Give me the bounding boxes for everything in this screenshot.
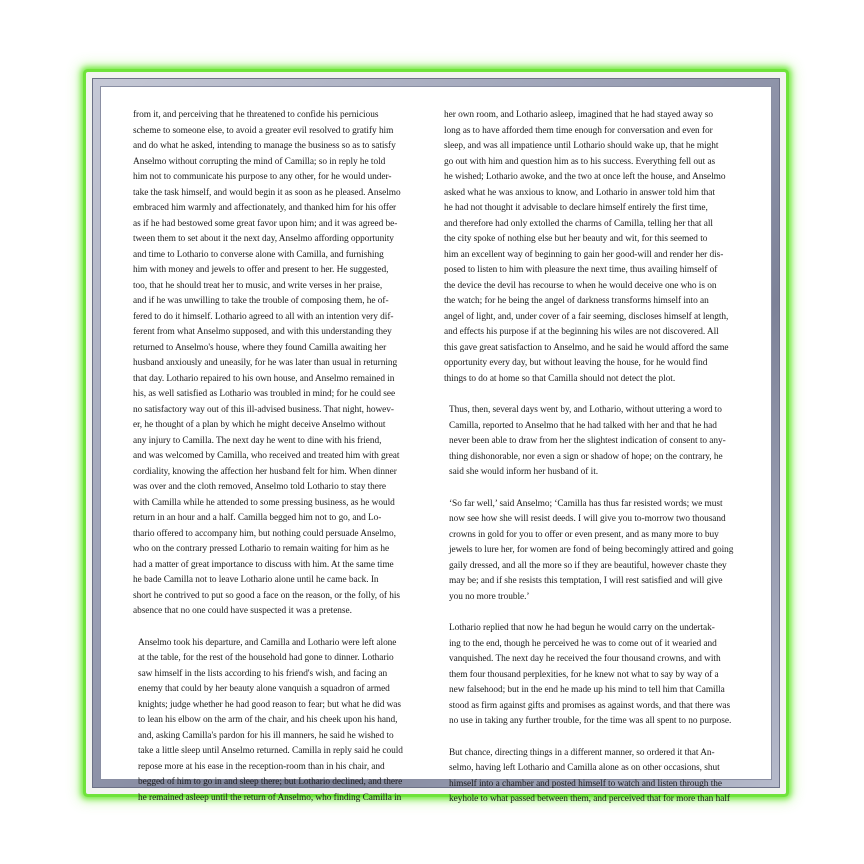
text-line: that day. Lothario repaired to his own house, and Anselmo remained in [133,373,395,384]
text-line: enemy that could by her beauty alone vanquish a squadron of armed [138,684,390,694]
text-line: husband anxiously and uneasily, for he was later than usual in returning [133,358,398,368]
text-line: angel of light, and, under cover of a fair seeming, discloses himself at length, [444,311,729,322]
text-line: too, that he should treat her to music, and write verses in her praise, [133,280,383,291]
text-line: short he contrived to put so good a face on the reason, or the folly, of his [133,590,401,601]
text-line: selmo, having left Lothario and Camilla alone as on other occasions, shut [449,763,720,773]
paragraph [133,108,433,620]
text-line: him with money and jewels to offer and present to her. He suggested, [133,265,389,275]
text-line: But chance, directing things in a different manner, so ordered it that An- [449,747,715,758]
text-line: tween them to set about it the next day, Anselmo affording opportunity [133,234,394,244]
metallic-frame [92,78,780,804]
text-line: posed to listen to him with pleasure the next time, thus availing himself of [444,265,718,275]
text-line: said she would inform her husband of it. [449,467,599,477]
text-line: now see how she will resist deeds. I will give you to-morrow two thousand [449,514,726,524]
text-line: opportunity every day, but without leaving the house, for he would find [444,358,708,368]
paragraph [444,108,744,387]
text-line: saw himself in the lists according to his friend's wish, and facing an [138,668,388,679]
right-text-column [444,108,744,824]
text-line: return in an hour and a half. Camilla begged him not to go, and Lo- [133,513,382,523]
text-line: was over and the cloth removed, Anselmo told Lothario to stay there [133,482,387,492]
text-line: take a little sleep until Anselmo returned. Camilla in reply said he could [138,746,403,756]
text-line: new falsehood; but in the end he made up his mind to tell him that Camilla [449,685,725,695]
text-line: Anselmo without corrupting the mind of Camilla; so in reply he told [133,156,386,167]
text-line: the city spoke of nothing else but her beauty and wit, for this seemed to [444,234,708,244]
text-line: go out with him and question him as to his success. Everything fell out as [444,156,716,167]
text-line: and do what he asked, intending to manage the business so as to satisfy [133,141,396,151]
text-line: scheme to someone else, to avoid a greater evil resolved to gratify him [133,125,394,136]
text-line: never been able to draw from her the slightest indication of consent to any- [449,436,726,446]
page-content-area [100,86,772,804]
text-line: no satisfactory way out of this ill-advised business. That night, howev- [133,404,394,415]
text-line: the watch; for he being the angel of darkness transforms himself into an [444,296,709,306]
text-line: he wished; Lothario awoke, and the two at once left the house, and Anselmo [444,172,726,182]
text-line: may be; and if she resists this temptation, I will rest satisfied and will give [449,576,723,586]
text-line: embraced him warmly and affectionately, and thanked him for his offer [133,203,397,213]
text-line: as if he had bestowed some great favor upon him; and it was agreed be- [133,218,398,229]
paragraph [444,621,744,730]
text-line: returned to Anselmo's house, where they found Camilla awaiting her [133,342,387,353]
text-line: them four thousand perplexities, for he knew not what to say by way of a [449,669,719,680]
paragraph [444,497,744,606]
paragraph [444,746,744,808]
text-line: his, as well satisfied as Lothario was troubled in mind; for he could see [133,389,396,399]
text-line: he remained asleep until the return of Anselmo, who finding Camilla in [138,792,402,803]
text-line: er, he thought of a plan by which he might deceive Anselmo without [133,420,386,430]
text-line: jewels to lure her, for women are fond of being becomingly attired and going [449,545,734,555]
text-line: and, asking Camilla's pardon for his ill manners, he said he wished to [138,730,394,741]
text-line: keyhole to what passed between them, and perceived that for more than half [449,794,730,804]
text-line: Anselmo took his departure, and Camilla and Lothario were left alone [138,637,397,648]
text-line: cordiality, knowing the affection her husband felt for him. When dinner [133,466,397,477]
text-line: ing to the end, though he perceived he was to come out of it wearied and [449,638,717,649]
text-line: any injury to Camilla. The next day he went to dine with his friend, [133,435,382,446]
text-line: asked what he was anxious to know, and Lothario in answer told him that [444,187,715,198]
text-line: you no more trouble.’ [449,591,530,602]
text-line: and effects his purpose if at the beginning his wiles are not discovered. All [444,327,719,337]
text-line: long as to have afforded them time enough for conversation and even for [444,125,713,136]
paragraph [133,636,433,807]
text-line: from it, and perceiving that he threatened to confide his pernicious [133,110,379,120]
text-line: crowns in gold for you to offer or even present, and as many more to buy [449,529,719,540]
paragraph [444,403,744,481]
text-line: he bade Camilla not to leave Lothario alone until he came back. In [133,575,379,585]
text-line: no use in taking any further trouble, for the time was all spent to no purpose. [449,716,732,726]
text-line: vanquished. The next day he received the four thousand crowns, and with [449,654,721,664]
text-line: and time to Lothario to converse alone with Camilla, and furnishing [133,249,384,260]
text-line: who on the contrary pressed Lothario to remain waiting for him as he [133,544,390,554]
text-line: and was welcomed by Camilla, who received and treated him with great [133,451,400,461]
text-line: knights; judge whether he had good reason to fear; but what he did was [138,699,401,710]
text-line: ferent from what Anselmo supposed, and with this understanding they [133,327,392,337]
text-line: repose more at his ease in the reception-room than in his chair, and [138,761,385,772]
text-line: thario offered to accompany him, but nothing could persuade Anselmo, [133,528,396,539]
text-line: he had not thought it advisable to declare himself entirely the first time, [444,203,708,213]
text-line: himself into a chamber and posted himself to watch and listen through the [449,778,722,789]
left-text-column [133,108,433,822]
text-line: gaily dressed, and all the more so if they are beautiful, however chaste they [449,560,727,571]
text-line: take the task himself, and would begin it as soon as he pleased. Anselmo [133,187,401,198]
text-line: stood as firm against gifts and promises as against words, and that there was [449,700,731,711]
outer-glow-frame [86,72,786,804]
text-line: the device the devil has recourse to when he would deceive one who is on [444,280,717,291]
text-line: had a matter of great importance to discuss with him. At the same time [133,559,394,570]
text-line: begged of him to go in and sleep there; but Lothario declined, and there [138,777,403,787]
text-line: Thus, then, several days went by, and Lothario, without uttering a word to [449,405,722,415]
text-line: Lothario replied that now he had begun he would carry on the undertak- [449,623,715,633]
text-line: at the table, for the rest of the household had gone to dinner. Lothario [138,653,394,663]
text-line: him not to communicate his purpose to any other, for he would under- [133,172,392,182]
text-line: thing dishonorable, nor even a sign or shadow of hope; on the contrary, he [449,451,723,462]
text-line: to lean his elbow on the arm of the chair, and his cheek upon his hand, [138,715,398,725]
text-line: with Camilla while he attended to some pressing business, as he would [133,497,395,508]
text-line: and if he was unwilling to take the trouble of composing them, he of- [133,296,389,306]
text-line: him an excellent way of beginning to gain her good-will and render her dis- [444,249,724,260]
text-line: Camilla, reported to Anselmo that he had talked with her and that he had [449,420,717,431]
text-line: and therefore had only extolled the charms of Camilla, telling her that all [444,218,713,229]
text-line: her own room, and Lothario asleep, imagined that he had stayed away so [444,110,713,120]
text-line: ‘So far well,’ said Anselmo; ‘Camilla has thus far resisted words; we must [449,498,723,509]
text-line: this gave great satisfaction to Anselmo, and he said he would afford the same [444,342,729,353]
text-line: things to do at home so that Camilla should not detect the plot. [444,373,676,384]
text-line: fered to do it himself. Lothario agreed to all with an intention very dif- [133,311,394,322]
text-line: sleep, and was all impatience until Lothario should wake up, that he might [444,141,719,151]
text-line: absence that no one could have suspected it was a pretense. [133,606,352,616]
